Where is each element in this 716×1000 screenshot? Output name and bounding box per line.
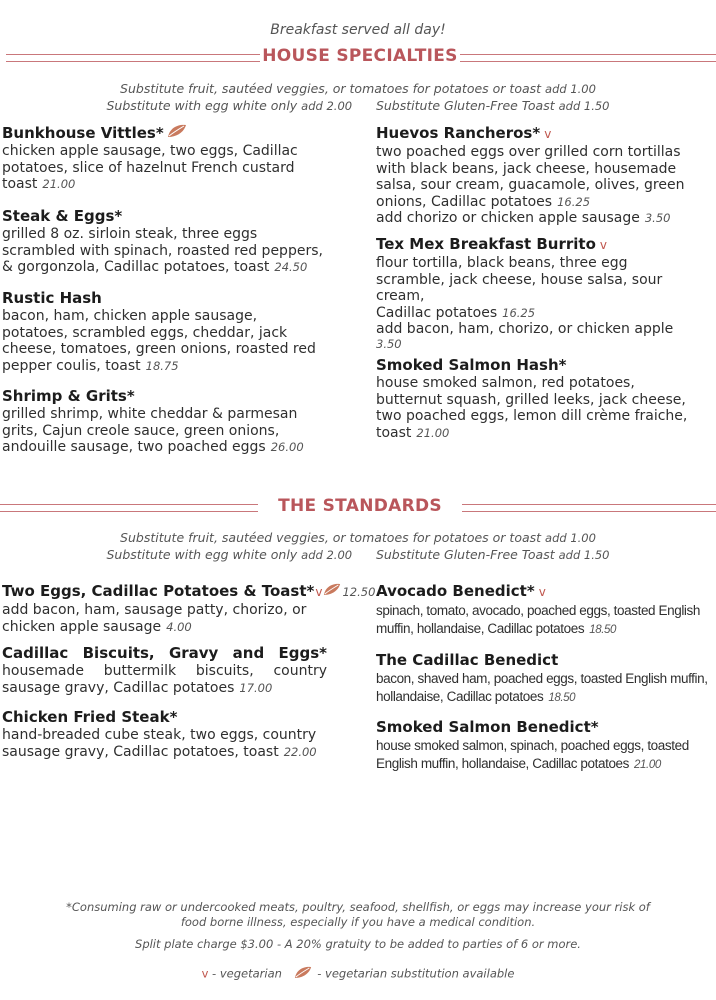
menu-item-bunkhouse-vittles: [2, 124, 352, 193]
item-description: house smoked salmon, red potatoes, butternut squash, grilled leeks, jack cheese, two poached eggs, lemon dill crème fraiche, toast 21.00: [376, 375, 688, 441]
item-description: add bacon, ham, sausage patty, chorizo, or chicken apple sausage 4.00: [2, 602, 307, 635]
leaf-icon: [294, 966, 312, 982]
menu-item-steak-eggs: [2, 207, 352, 276]
tagline: Breakfast served all day!: [270, 22, 446, 38]
item-name: Shrimp & Grits*: [2, 387, 135, 405]
item-name: Steak & Eggs*: [2, 207, 123, 225]
menu-item-shrimp-grits: [2, 387, 352, 456]
item-description: hand-breaded cube steak, two eggs, country sausage gravy, Cadillac potatoes, toast 22.00: [2, 727, 317, 760]
leaf-icon: [323, 582, 341, 601]
addon-price: 4.00: [166, 619, 192, 634]
item-price: 18.50: [548, 692, 576, 704]
item-description: house smoked salmon, spinach, poached eggs, toasted English muffin, hollandaise, Cadillac potatoes 21.00: [376, 738, 689, 771]
item-price: 12.50: [342, 585, 376, 599]
food-safety-warning: *Consuming raw or undercooked meats, poultry, seafood, shellfish, or eggs may increase your risk of: [66, 900, 650, 914]
item-description: spinach, tomato, avocado, poached eggs, toasted English muffin, hollandaise, Cadillac potatoes 18.50: [376, 603, 700, 636]
item-price: 26.00: [270, 440, 304, 454]
vegetarian-mark: v: [599, 238, 608, 252]
item-name: Bunkhouse Vittles*: [2, 124, 352, 143]
legend-vegetarian: - vegetarian: [212, 966, 282, 981]
divider-left: [0, 504, 258, 512]
addon-price: 3.50: [376, 336, 402, 351]
food-safety-warning-2: food borne illness, especially if you have a medical condition.: [180, 915, 536, 929]
vegetarian-mark: v: [538, 585, 546, 599]
item-name: Avocado Benedict* v: [376, 582, 546, 600]
item-name: Two Eggs, Cadillac Potatoes & Toast*v 12.50: [2, 582, 376, 600]
item-name: Smoked Salmon Benedict*: [376, 718, 599, 736]
item-name: Tex Mex Breakfast Burrito v: [376, 235, 608, 253]
item-price: 18.50: [589, 624, 616, 636]
menu-item-rustic-hash: [2, 289, 352, 374]
item-price: 22.00: [283, 744, 317, 759]
menu-item-smoked-salmon-hash: [376, 356, 716, 441]
item-description: flour tortilla, black beans, three egg scramble, jack cheese, house salsa, sour cream, Cadillac potatoes 16.25 add bacon, ham, chorizo, or chicken apple 3.50: [376, 255, 716, 350]
vegetarian-mark: v: [201, 966, 209, 981]
divider-left: [6, 54, 260, 62]
leaf-icon: [167, 124, 187, 143]
menu-item-two-eggs: [2, 582, 376, 635]
house-specialties-title: HOUSE SPECIALTIES: [262, 46, 458, 66]
item-name: Rustic Hash: [2, 289, 102, 307]
standards-substitution-note: Substitute fruit, sautéed veggies, or tomatoes for potatoes or toast add 1.00: [120, 530, 596, 545]
menu-item-cadillac-biscuits: [2, 644, 327, 696]
addon-price: 3.50: [644, 211, 671, 225]
house-substitution-note: Substitute fruit, sautéed veggies, or tomatoes for potatoes or toast add 1.00: [120, 81, 596, 96]
item-description: bacon, shaved ham, poached eggs, toasted English muffin, hollandaise, Cadillac potatoes 18.50: [376, 671, 708, 704]
standards-title: THE STANDARDS: [278, 496, 442, 516]
item-price: 24.50: [274, 260, 308, 274]
vegetarian-mark: v: [544, 127, 552, 141]
divider-right: [460, 54, 716, 62]
house-substitution-note-2: Substitute with egg white only add 2.00 Substitute Gluten-Free Toast add 1.50: [106, 98, 610, 113]
item-name: Huevos Rancheros* v: [376, 124, 552, 142]
menu-item-chicken-fried-steak: [2, 708, 352, 760]
vegetarian-mark: v: [315, 585, 323, 599]
item-name: Smoked Salmon Hash*: [376, 356, 567, 374]
item-description: bacon, ham, chicken apple sausage, potatoes, scrambled eggs, cheddar, jack cheese, tomatoes, green onions, roasted red pepper coulis, toast 18.75: [2, 308, 316, 374]
item-name: The Cadillac Benedict: [376, 651, 559, 669]
standards-substitution-note-2: Substitute with egg white only add 2.00 Substitute Gluten-Free Toast add 1.50: [106, 547, 610, 562]
menu-item-avocado-benedict: [376, 582, 716, 639]
menu-item-smoked-salmon-benedict: [376, 718, 716, 774]
divider-right: [462, 504, 716, 512]
item-price: 17.00: [239, 680, 273, 695]
item-price: 16.25: [557, 194, 591, 209]
item-price: 16.25: [502, 305, 536, 320]
menu-item-cadillac-benedict: [376, 651, 716, 707]
item-description: grilled 8 oz. sirloin steak, three eggs scrambled with spinach, roasted red peppers, & gorgonzola, Cadillac potatoes, toast 24.50: [2, 226, 323, 275]
item-name: Chicken Fried Steak*: [2, 708, 178, 726]
legend-substitution: - vegetarian substitution available: [317, 966, 515, 981]
item-price: 18.75: [145, 358, 179, 373]
split-plate-note: Split plate charge $3.00 - A 20% gratuity to be added to parties of 6 or more.: [135, 937, 581, 951]
item-description: two poached eggs over grilled corn tortillas with black beans, jack cheese, housemade salsa, sour cream, guacamole, olives, green onions, Cadillac potatoes 16.25 add chorizo or chicken apple sausage 3.50: [376, 144, 685, 226]
item-description: chicken apple sausage, two eggs, Cadillac potatoes, slice of hazelnut French custard toast 21.00: [2, 143, 298, 192]
legend: [0, 966, 716, 982]
menu-item-tex-mex-burrito: [376, 235, 716, 350]
item-description: grilled shrimp, white cheddar & parmesan grits, Cajun creole sauce, green onions, andouille sausage, two poached eggs 26.00: [2, 406, 304, 455]
item-price: 21.00: [42, 177, 76, 191]
item-description: housemade buttermilk biscuits, country sausage gravy, Cadillac potatoes 17.00: [2, 663, 327, 696]
item-price: 21.00: [416, 425, 450, 440]
menu-item-huevos-rancheros: [376, 124, 716, 227]
item-name: Cadillac Biscuits, Gravy and Eggs*: [2, 644, 327, 662]
item-price: 21.00: [634, 759, 661, 771]
